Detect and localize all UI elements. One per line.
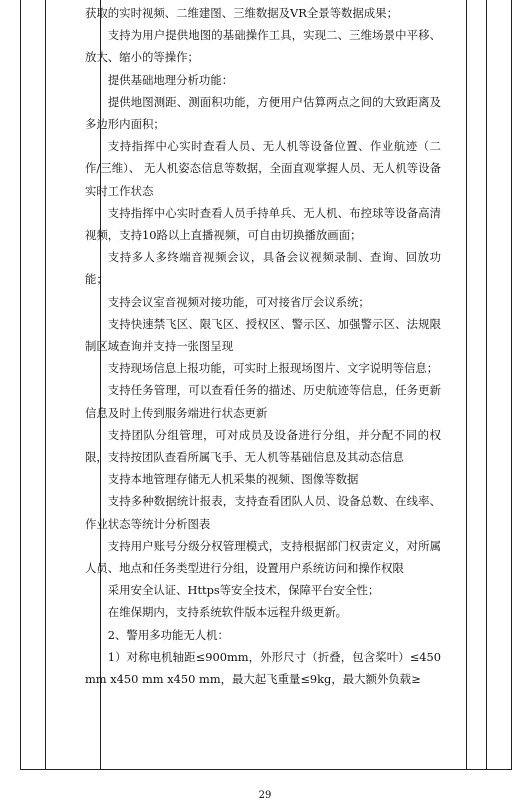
spec-paragraph: 支持本地管理存储无人机采集的视频、图像等数据: [107, 472, 359, 487]
spec-paragraph: 支持多种数据统计报表，支持查看团队人员、设备总数、在线率、作业状态等统计分析图表: [85, 494, 441, 531]
spec-paragraph: 2、警用多功能无人机：: [107, 627, 229, 642]
spec-paragraph: 支持为用户提供地图的基础操作工具，实现二、三维场景中平移、放大、缩小的等操作；: [85, 28, 441, 65]
spec-paragraph: 支持多人多终端音视频会议，具备会议视频录制、查询、回放功能；: [85, 250, 441, 287]
column-divider: [45, 0, 46, 769]
spec-paragraph: 支持任务管理，可以查看任务的描述、历史航迹等信息，任务更新信息及时上传到服务端进行状态更新: [85, 383, 441, 420]
spec-paragraph: 在维保期内，支持系统软件版本远程升级更新。: [107, 605, 348, 620]
spec-paragraph: 支持用户账号分级分权管理模式，支持根据部门权责定义，对所属人员、地点和任务类型进行分组，设置用户系统访问和操作权限: [85, 538, 441, 576]
spec-paragraph: 提供基础地理分析功能：: [107, 72, 234, 87]
spec-paragraph: 1）对称电机轴距≤900mm，外形尺寸（折叠，包含桨叶）≤450 mm x450 mm x450 mm，最大起飞重量≤9kg，最大额外负载≥: [85, 649, 441, 687]
spec-paragraph: 支持会议室音视频对接功能，可对接省厅会议系统；: [107, 294, 370, 309]
spec-description-cell: [85, 2, 441, 690]
spec-paragraph: 获取的实时视频、二维建图、三维数据及VR全景等数据成果；: [85, 6, 398, 20]
page-number: 29: [258, 790, 272, 801]
column-divider: [466, 0, 467, 769]
spec-paragraph: 支持现场信息上报功能，可实时上报现场图片、文字说明等信息；: [107, 361, 439, 376]
spec-paragraph: 支持指挥中心实时查看人员、无人机等设备位置、作业航迹（二作/三维）、 无人机姿态信息等数据，全面直观掌握人员、无人机等设备实时工作状态: [85, 139, 441, 198]
column-divider: [486, 0, 487, 769]
spec-paragraph: 支持团队分组管理，可对成员及设备进行分组，并分配不同的权限，支持按团队查看所属飞手、无人机等基础信息及其动态信息: [85, 427, 441, 465]
spec-paragraph: 支持快速禁飞区、限飞区、授权区、警示区、加强警示区、法规限制区域查询并支持一张图呈现: [85, 316, 441, 354]
spec-paragraph: 提供地图测距、测面积功能，方便用户估算两点之间的大致距离及多边形内面积；: [85, 94, 441, 132]
spec-paragraph: 采用安全认证、Https等安全技术，保障平台安全性；: [107, 583, 380, 598]
spec-paragraph: 支持指挥中心实时查看人员手持单兵、无人机、布控球等设备高清视频，支持10路以上直播视频，可自由切换播放画面；: [85, 205, 441, 243]
